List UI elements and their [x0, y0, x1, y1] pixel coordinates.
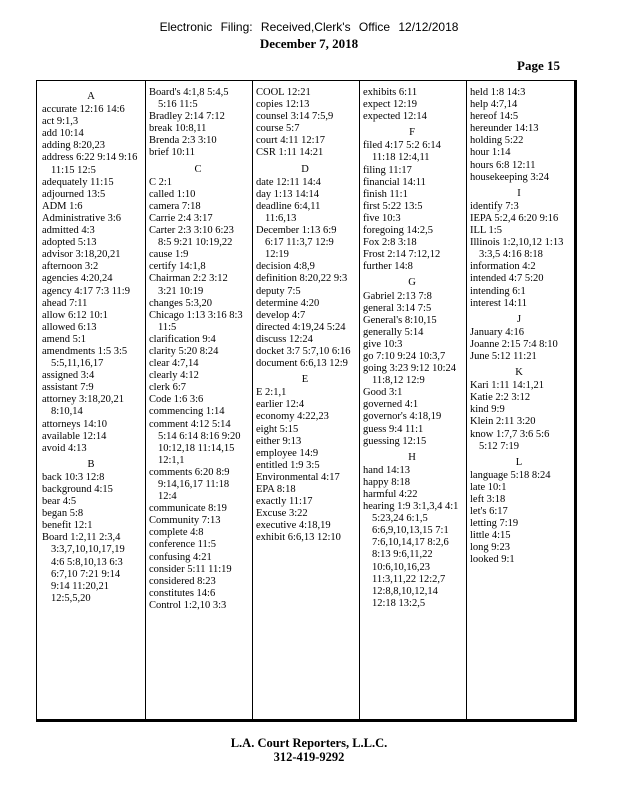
index-entry: filed 4:17 5:2 6:14 11:18 12:4,11	[363, 140, 441, 164]
index-entry: Control 1:2,10 3:3	[149, 599, 227, 611]
index-entry: called 1:10	[149, 188, 196, 200]
column-divider	[252, 81, 253, 719]
index-entry: harmful 4:22	[363, 489, 418, 500]
index-entry: entitled 1:9 3:5	[256, 459, 320, 471]
index-entry: EPA 8:18	[256, 484, 296, 495]
index-entry: Katie 2:2 3:12	[470, 392, 531, 404]
index-entry: complete 4:8	[149, 527, 204, 539]
index-entry: definition 8:20,22 9:3	[256, 273, 348, 285]
filing-stamp: Electronic Filing: Received,Clerk's Office 12/12/2018	[159, 20, 459, 34]
index-entry: foregoing 14:2,5	[363, 225, 433, 237]
index-entry: kind 9:9	[470, 404, 505, 416]
index-entry: IEPA 5:2,4 6:20 9:16	[470, 212, 559, 224]
index-entry: Good 3:1	[363, 387, 403, 399]
index-entry: ahead 7:11	[42, 297, 88, 309]
index-entry: camera 7:18	[149, 200, 201, 212]
index-entry: know 1:7,7 3:6 5:6 5:12 7:19	[470, 428, 550, 452]
index-entry: Brenda 2:3 3:10	[149, 135, 217, 147]
index-letter-heading: H	[408, 451, 416, 463]
page-number: Page 15	[517, 58, 560, 73]
index-entry: commencing 1:14	[149, 406, 225, 418]
index-letter-heading: B	[87, 458, 95, 470]
index-entry: agency 4:17 7:3 11:9	[42, 285, 130, 297]
index-entry: break 10:8,11	[149, 123, 207, 135]
index-entry: docket 3:7 5:7,10 6:16	[256, 345, 351, 357]
index-entry: deputy 7:5	[256, 285, 301, 297]
index-entry: clerk 6:7	[149, 382, 187, 394]
index-entry: assigned 3:4	[42, 370, 95, 382]
index-letter-heading: F	[409, 127, 415, 139]
index-entry: exactly 11:17	[256, 496, 313, 508]
index-entry: counsel 3:14 7:5,9	[256, 111, 334, 123]
index-entry: generally 5:14	[363, 326, 424, 338]
index-entry: attorneys 14:10	[42, 418, 108, 430]
index-entry: first 5:22 13:5	[363, 200, 423, 212]
index-entry: document 6:6,13 12:9	[256, 358, 348, 370]
column-divider	[466, 81, 467, 719]
index-entry: filing 11:17	[363, 164, 412, 176]
index-entry: Kari 1:11 14:1,21	[470, 380, 544, 392]
index-entry: Chairman 2:2 3:12 3:21 10:19	[149, 273, 228, 297]
index-letter-heading: A	[87, 91, 95, 102]
index-entry: C 2:1	[149, 176, 173, 188]
index-entry: information 4:2	[470, 261, 536, 273]
index-entry: CSR 1:11 14:21	[256, 147, 324, 159]
index-entry: allowed 6:13	[42, 321, 97, 333]
index-entry: background 4:15	[42, 484, 113, 495]
index-letter-heading: C	[194, 163, 202, 175]
word-index-box	[36, 80, 577, 722]
index-entry: amendments 1:5 3:5 5:5,11,16,17	[42, 345, 128, 370]
index-entry: holding 5:22	[470, 135, 524, 147]
index-entry: financial 14:11	[363, 176, 426, 188]
index-entry: General's 8:10,15	[363, 314, 437, 326]
index-entry: ILL 1:5	[470, 225, 502, 237]
index-entry: intending 6:1	[470, 285, 526, 297]
column-divider	[359, 81, 360, 719]
index-entry: confusing 4:21	[149, 551, 212, 563]
index-entry: adding 8:20,23	[42, 140, 105, 152]
index-entry: looked 9:1	[470, 554, 515, 566]
index-entry: court 4:11 12:17	[256, 135, 326, 147]
index-letter-heading: J	[516, 313, 522, 325]
index-entry: five 10:3	[363, 212, 401, 224]
index-entry: copies 12:13	[256, 99, 310, 111]
index-entry: address 6:22 9:14 9:16 11:15 12:5	[42, 152, 138, 176]
index-entry: agencies 4:20,24	[42, 273, 113, 285]
index-entry: Joanne 2:15 7:4 8:10	[470, 338, 558, 350]
index-entry: E 2:1,1	[256, 387, 287, 399]
index-entry: act 9:1,3	[42, 116, 79, 128]
index-entry: Carter 2:3 3:10 6:23 8:5 9:21 10:19,22	[149, 225, 234, 249]
index-entry: brief 10:11	[149, 147, 195, 159]
index-entry: hand 14:13	[363, 464, 410, 476]
index-entry: either 9:13	[256, 435, 302, 447]
index-entry: employee 14:9	[256, 447, 319, 459]
index-entry: governed 4:1	[363, 399, 419, 411]
index-entry: allow 6:12 10:1	[42, 309, 108, 321]
index-entry: hereunder 14:13	[470, 123, 539, 135]
index-entry: decision 4:8,9	[256, 261, 315, 273]
index-letter-heading: K	[515, 367, 523, 379]
index-entry: develop 4:7	[256, 309, 306, 321]
index-column-1	[42, 87, 140, 605]
index-entry: January 4:16	[470, 326, 524, 338]
index-column-3	[256, 87, 354, 544]
index-entry: add 10:14	[42, 128, 84, 140]
index-entry: clearly 4:12	[149, 370, 199, 382]
index-entry: Community 7:13	[149, 515, 221, 527]
index-entry: communicate 8:19	[149, 503, 227, 515]
index-letter-heading: L	[515, 456, 523, 468]
index-entry: Bradley 2:14 7:12	[149, 111, 225, 123]
index-entry: changes 5:3,20	[149, 297, 212, 309]
index-entry: let's 6:17	[470, 506, 508, 518]
index-entry: consider 5:11 11:19	[149, 563, 232, 575]
index-entry: constitutes 14:6	[149, 587, 216, 599]
index-entry: Environmental 4:17	[256, 471, 340, 483]
index-entry: little 4:15	[470, 530, 511, 542]
index-entry: housekeeping 3:24	[470, 171, 550, 183]
index-entry: adopted 5:13	[42, 237, 97, 249]
index-entry: date 12:11 14:4	[256, 176, 321, 188]
index-entry: bear 4:5	[42, 496, 77, 508]
index-entry: left 3:18	[470, 494, 506, 505]
index-entry: language 5:18 8:24	[470, 469, 551, 481]
index-entry: Code 1:6 3:6	[149, 394, 204, 406]
index-entry: clear 4:7,14	[149, 358, 199, 370]
index-entry: available 12:14	[42, 430, 107, 442]
index-entry: clarification 9:4	[149, 333, 216, 345]
index-entry: finish 11:1	[363, 188, 408, 200]
index-entry: hours 6:8 12:11	[470, 159, 536, 171]
index-entry: December 1:13 6:9 6:17 11:3,7 12:9 12:19	[256, 225, 337, 261]
index-entry: attorney 3:18,20,21 8:10,14	[42, 394, 124, 418]
index-entry: go 7:10 9:24 10:3,7	[363, 350, 446, 362]
index-entry: exhibit 6:6,13 12:10	[256, 532, 341, 544]
index-entry: exhibits 6:11	[363, 87, 418, 98]
index-entry: Board's 4:1,8 5:4,5 5:16 11:5	[149, 87, 229, 111]
index-entry: Gabriel 2:13 7:8	[363, 290, 432, 302]
index-entry: governor's 4:18,19	[363, 411, 442, 423]
index-entry: June 5:12 11:21	[470, 350, 537, 362]
index-entry: going 3:23 9:12 10:24 11:8,12 12:9	[363, 363, 457, 387]
index-entry: COOL 12:21	[256, 87, 311, 98]
index-entry: considered 8:23	[149, 575, 216, 587]
index-entry: Excuse 3:22	[256, 508, 308, 520]
index-entry: expect 12:19	[363, 99, 417, 111]
index-entry: Illinois 1:2,10,12 1:13 3:3,5 4:16 8:18	[470, 237, 564, 261]
index-entry: clarity 5:20 8:24	[149, 345, 219, 357]
index-entry: letting 7:19	[470, 518, 519, 530]
index-entry: amend 5:1	[42, 333, 87, 345]
index-entry: identify 7:3	[470, 200, 519, 212]
reporter-phone: 312-419-9292	[273, 750, 345, 764]
index-letter-heading: E	[301, 374, 309, 386]
index-entry: directed 4:19,24 5:24	[256, 321, 346, 333]
reporter-name: L.A. Court Reporters, L.L.C.	[230, 736, 388, 750]
index-entry: executive 4:18,19	[256, 520, 331, 532]
index-entry: advisor 3:18,20,21	[42, 249, 121, 261]
index-entry: Board 1:2,11 2:3,4 3:3,7,10,10,17,19 4:6 5:8,10,13 6:3 6:7,10 7:21 9:14 9:14 11:20,21 12:5,5,20	[42, 532, 125, 604]
index-entry: adequately 11:15	[42, 176, 114, 188]
index-entry: happy 8:18	[363, 476, 410, 488]
index-column-4	[363, 87, 461, 610]
index-entry: certify 14:1,8	[149, 261, 206, 273]
index-entry: eight 5:15	[256, 423, 299, 435]
index-entry: began 5:8	[42, 508, 84, 520]
index-entry: benefit 12:1	[42, 520, 93, 532]
index-entry: discuss 12:24	[256, 333, 313, 345]
index-entry: deadline 6:4,11 11:6,13	[256, 200, 321, 224]
index-entry: admitted 4:3	[42, 225, 95, 237]
index-entry: back 10:3 12:8	[42, 471, 105, 483]
column-divider	[145, 81, 146, 719]
index-entry: comments 6:20 8:9 9:14,16,17 11:18 12:4	[149, 466, 230, 503]
index-entry: hearing 1:9 3:1,3,4 4:1 5:23,24 6:1,5 6:6,9,10,13,15 7:1 7:6,10,14,17 8:2,6 8:13 9:6,11,22 10:6,10,16,23 11:3,11,22 12:2,7 12:8,8,10,12,14 12:18 13:2,5	[363, 501, 459, 609]
index-entry: afternoon 3:2	[42, 261, 99, 273]
index-entry: day 1:13 14:14	[256, 188, 319, 200]
index-entry: accurate 12:16 14:6	[42, 104, 125, 116]
index-letter-heading: D	[301, 163, 309, 175]
index-entry: hereof 14:5	[470, 111, 519, 123]
index-entry: avoid 4:13	[42, 442, 87, 454]
index-entry: guess 9:4 11:1	[363, 423, 424, 435]
index-entry: expected 12:14	[363, 111, 427, 123]
index-entry: economy 4:22,23	[256, 411, 329, 423]
index-entry: assistant 7:9	[42, 382, 94, 394]
index-entry: intended 4:7 5:20	[470, 273, 544, 285]
index-entry: Klein 2:11 3:20	[470, 416, 536, 428]
index-entry: general 3:14 7:5	[363, 302, 432, 314]
filing-date: December 7, 2018	[259, 36, 359, 51]
index-entry: course 5:7	[256, 123, 300, 135]
index-entry: Fox 2:8 3:18	[363, 237, 417, 249]
index-entry: Frost 2:14 7:12,12	[363, 249, 441, 261]
index-entry: conference 11:5	[149, 539, 216, 551]
index-column-5	[470, 87, 568, 567]
index-entry: further 14:8	[363, 261, 413, 273]
index-entry: earlier 12:4	[256, 399, 305, 411]
index-entry: hour 1:14	[470, 147, 511, 159]
index-entry: comment 4:12 5:14 5:14 6:14 8:16 9:20 10:12,18 11:14,15 12:1,1	[149, 418, 241, 466]
index-entry: Administrative 3:6	[42, 212, 122, 224]
index-entry: help 4:7,14	[470, 99, 518, 111]
index-letter-heading: I	[517, 187, 521, 199]
index-entry: late 10:1	[470, 481, 507, 493]
index-entry: Chicago 1:13 3:16 8:3 11:5	[149, 309, 243, 333]
index-entry: Carrie 2:4 3:17	[149, 212, 213, 224]
index-letter-heading: G	[408, 277, 416, 289]
index-column-2	[149, 87, 247, 612]
index-entry: determine 4:20	[256, 297, 320, 309]
index-entry: guessing 12:15	[363, 435, 427, 447]
index-entry: give 10:3	[363, 338, 403, 350]
index-entry: ADM 1:6	[42, 200, 83, 212]
index-entry: adjourned 13:5	[42, 188, 106, 200]
index-entry: long 9:23	[470, 542, 510, 554]
index-entry: interest 14:11	[470, 297, 528, 309]
index-entry: cause 1:9	[149, 249, 189, 261]
index-entry: held 1:8 14:3	[470, 87, 526, 98]
